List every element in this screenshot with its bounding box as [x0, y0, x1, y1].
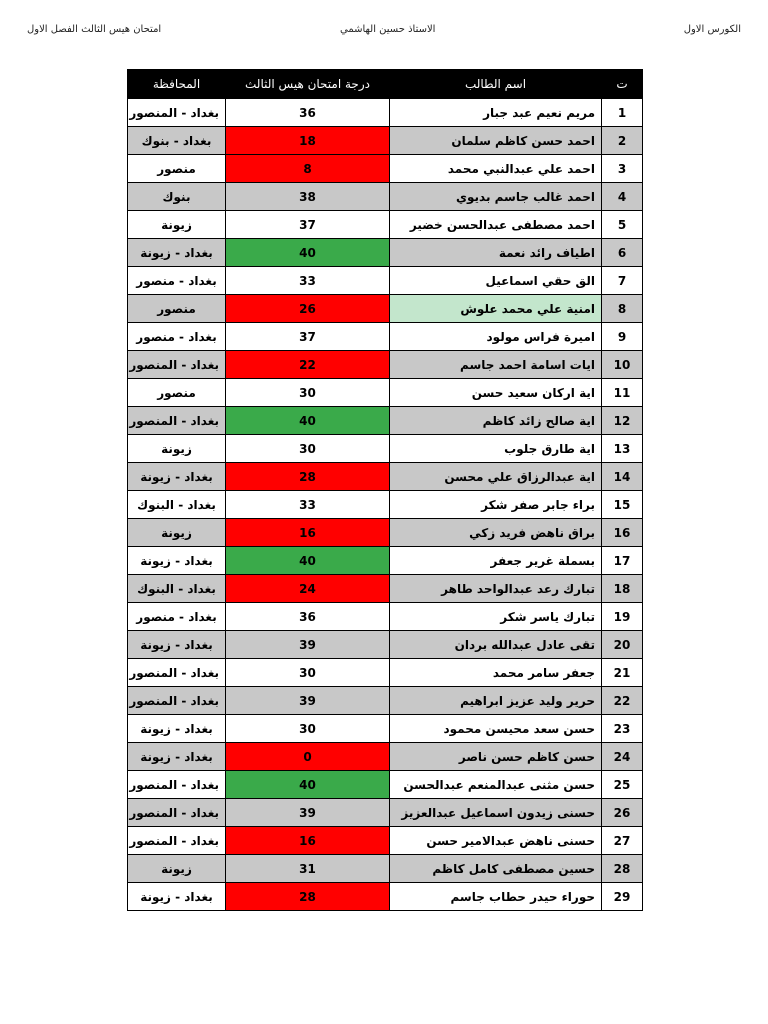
student-index: 26 — [602, 799, 643, 827]
student-index: 1 — [602, 99, 643, 127]
student-governorate: بغداد - زيونة — [128, 715, 226, 743]
student-name: حوراء حيدر حطاب جاسم — [390, 883, 602, 911]
table-row — [128, 575, 643, 603]
student-governorate: منصور — [128, 155, 226, 183]
table-row — [128, 519, 643, 547]
table-row — [128, 183, 643, 211]
student-name: براء جابر صفر شكر — [390, 491, 602, 519]
student-index: 2 — [602, 127, 643, 155]
student-governorate: زيونة — [128, 519, 226, 547]
column-header-index: ت — [602, 70, 643, 99]
student-index: 5 — [602, 211, 643, 239]
student-name: اية صالح زائد كاظم — [390, 407, 602, 435]
student-index: 11 — [602, 379, 643, 407]
student-index: 22 — [602, 687, 643, 715]
table-row — [128, 855, 643, 883]
student-name: حرير وليد عزيز ابراهيم — [390, 687, 602, 715]
student-grade: 40 — [226, 771, 390, 799]
student-index: 28 — [602, 855, 643, 883]
student-name: اية عبدالرزاق علي محسن — [390, 463, 602, 491]
student-grade: 30 — [226, 379, 390, 407]
student-governorate: زيونة — [128, 211, 226, 239]
student-governorate: بغداد - منصور — [128, 603, 226, 631]
student-name: حسنى زيدون اسماعيل عبدالعزيز — [390, 799, 602, 827]
student-name: اية طارق جلوب — [390, 435, 602, 463]
table-row — [128, 827, 643, 855]
student-index: 4 — [602, 183, 643, 211]
student-grade: 40 — [226, 547, 390, 575]
student-governorate: بغداد - المنصور — [128, 827, 226, 855]
student-grade: 33 — [226, 267, 390, 295]
student-index: 17 — [602, 547, 643, 575]
student-grade: 26 — [226, 295, 390, 323]
student-name: تبارك رعد عبدالواحد طاهر — [390, 575, 602, 603]
student-index: 20 — [602, 631, 643, 659]
student-name: تبارك ياسر شكر — [390, 603, 602, 631]
student-index: 12 — [602, 407, 643, 435]
student-grade: 40 — [226, 239, 390, 267]
table-row — [128, 463, 643, 491]
student-grade: 30 — [226, 659, 390, 687]
student-governorate: بغداد - منصور — [128, 323, 226, 351]
table-row — [128, 99, 643, 127]
table-body — [128, 99, 643, 911]
table-row — [128, 211, 643, 239]
column-header-student-name: اسم الطالب — [390, 70, 602, 99]
table-row — [128, 771, 643, 799]
table-row — [128, 323, 643, 351]
student-governorate: بغداد - المنصور — [128, 99, 226, 127]
student-grade: 31 — [226, 855, 390, 883]
student-governorate: بغداد - زيونة — [128, 631, 226, 659]
student-grade: 40 — [226, 407, 390, 435]
student-name: جعفر سامر محمد — [390, 659, 602, 687]
table-row — [128, 239, 643, 267]
student-grade: 22 — [226, 351, 390, 379]
table-row — [128, 799, 643, 827]
student-name: حسنى ناهض عبدالامير حسن — [390, 827, 602, 855]
student-grade: 30 — [226, 435, 390, 463]
student-grade: 36 — [226, 99, 390, 127]
student-governorate: بغداد - المنصور — [128, 351, 226, 379]
table-row — [128, 603, 643, 631]
student-name: حسن كاظم حسن ناصر — [390, 743, 602, 771]
table-row — [128, 715, 643, 743]
table-row — [128, 127, 643, 155]
table-row — [128, 659, 643, 687]
student-governorate: بغداد - المنصور — [128, 771, 226, 799]
student-index: 18 — [602, 575, 643, 603]
student-grade: 37 — [226, 211, 390, 239]
table-row — [128, 743, 643, 771]
student-index: 24 — [602, 743, 643, 771]
student-governorate: منصور — [128, 379, 226, 407]
student-governorate: بغداد - زيونة — [128, 547, 226, 575]
student-name: براق ناهض فريد زكي — [390, 519, 602, 547]
student-governorate: بغداد - زيونة — [128, 883, 226, 911]
student-name: امنية علي محمد علوش — [390, 295, 602, 323]
student-name: احمد علي عبدالنبي محمد — [390, 155, 602, 183]
student-grade: 39 — [226, 631, 390, 659]
table-row — [128, 631, 643, 659]
student-name: مريم نعيم عبد جبار — [390, 99, 602, 127]
student-grade: 18 — [226, 127, 390, 155]
student-index: 7 — [602, 267, 643, 295]
student-governorate: بغداد - بنوك — [128, 127, 226, 155]
student-index: 9 — [602, 323, 643, 351]
table-row — [128, 351, 643, 379]
student-grade: 8 — [226, 155, 390, 183]
student-index: 14 — [602, 463, 643, 491]
student-name: احمد حسن كاظم سلمان — [390, 127, 602, 155]
student-index: 6 — [602, 239, 643, 267]
student-index: 16 — [602, 519, 643, 547]
student-name: احمد مصطفى عبدالحسن خضير — [390, 211, 602, 239]
course-label: الكورس الاول — [683, 24, 741, 35]
student-governorate: بنوك — [128, 183, 226, 211]
student-index: 25 — [602, 771, 643, 799]
teacher-label: الاستاذ حسين الهاشمي — [340, 24, 436, 35]
student-governorate: بغداد - البنوك — [128, 491, 226, 519]
student-grade: 30 — [226, 715, 390, 743]
student-grade: 36 — [226, 603, 390, 631]
student-index: 13 — [602, 435, 643, 463]
student-grade: 38 — [226, 183, 390, 211]
student-governorate: بغداد - زيونة — [128, 463, 226, 491]
student-name: حسن مثنى عبدالمنعم عبدالحسن — [390, 771, 602, 799]
student-grade: 33 — [226, 491, 390, 519]
column-header-grade: درجة امتحان هيس الثالث — [226, 70, 390, 99]
table-row — [128, 435, 643, 463]
student-grade: 28 — [226, 463, 390, 491]
student-name: احمد غالب جاسم بديوي — [390, 183, 602, 211]
student-name: اية اركان سعيد حسن — [390, 379, 602, 407]
student-name: اطياف رائد نعمة — [390, 239, 602, 267]
grades-table — [127, 69, 643, 911]
student-name: حسين مصطفى كامل كاظم — [390, 855, 602, 883]
student-grade: 16 — [226, 519, 390, 547]
student-grade: 24 — [226, 575, 390, 603]
table-row — [128, 491, 643, 519]
student-governorate: بغداد - المنصور — [128, 407, 226, 435]
student-name: الق حقي اسماعيل — [390, 267, 602, 295]
table-row — [128, 687, 643, 715]
student-index: 8 — [602, 295, 643, 323]
exam-label: امتحان هيس الثالث الفصل الاول — [27, 24, 162, 35]
table-row — [128, 295, 643, 323]
column-header-governorate: المحافظة — [128, 70, 226, 99]
table-row — [128, 407, 643, 435]
student-governorate: زيونة — [128, 855, 226, 883]
student-name: ايات اسامة احمد جاسم — [390, 351, 602, 379]
student-grade: 28 — [226, 883, 390, 911]
table-row — [128, 883, 643, 911]
student-index: 21 — [602, 659, 643, 687]
student-name: حسن سعد محيسن محمود — [390, 715, 602, 743]
student-governorate: منصور — [128, 295, 226, 323]
student-grade: 37 — [226, 323, 390, 351]
table-row — [128, 267, 643, 295]
student-grade: 39 — [226, 799, 390, 827]
student-index: 23 — [602, 715, 643, 743]
student-grade: 16 — [226, 827, 390, 855]
student-index: 3 — [602, 155, 643, 183]
page-header — [0, 24, 768, 44]
student-governorate: بغداد - زيونة — [128, 239, 226, 267]
student-grade: 0 — [226, 743, 390, 771]
student-governorate: بغداد - زيونة — [128, 743, 226, 771]
student-name: بسملة غرير جعفر — [390, 547, 602, 575]
student-index: 15 — [602, 491, 643, 519]
student-grade: 39 — [226, 687, 390, 715]
table-row — [128, 155, 643, 183]
table-row — [128, 379, 643, 407]
student-name: اميرة فراس مولود — [390, 323, 602, 351]
student-index: 10 — [602, 351, 643, 379]
student-index: 19 — [602, 603, 643, 631]
table-row — [128, 547, 643, 575]
student-governorate: بغداد - المنصور — [128, 799, 226, 827]
student-governorate: بغداد - البنوك — [128, 575, 226, 603]
table-header-row — [128, 70, 643, 99]
student-governorate: زيونة — [128, 435, 226, 463]
student-index: 27 — [602, 827, 643, 855]
student-governorate: بغداد - منصور — [128, 267, 226, 295]
student-index: 29 — [602, 883, 643, 911]
student-governorate: بغداد - المنصور — [128, 659, 226, 687]
student-name: تقى عادل عبدالله بردان — [390, 631, 602, 659]
student-governorate: بغداد - المنصور — [128, 687, 226, 715]
